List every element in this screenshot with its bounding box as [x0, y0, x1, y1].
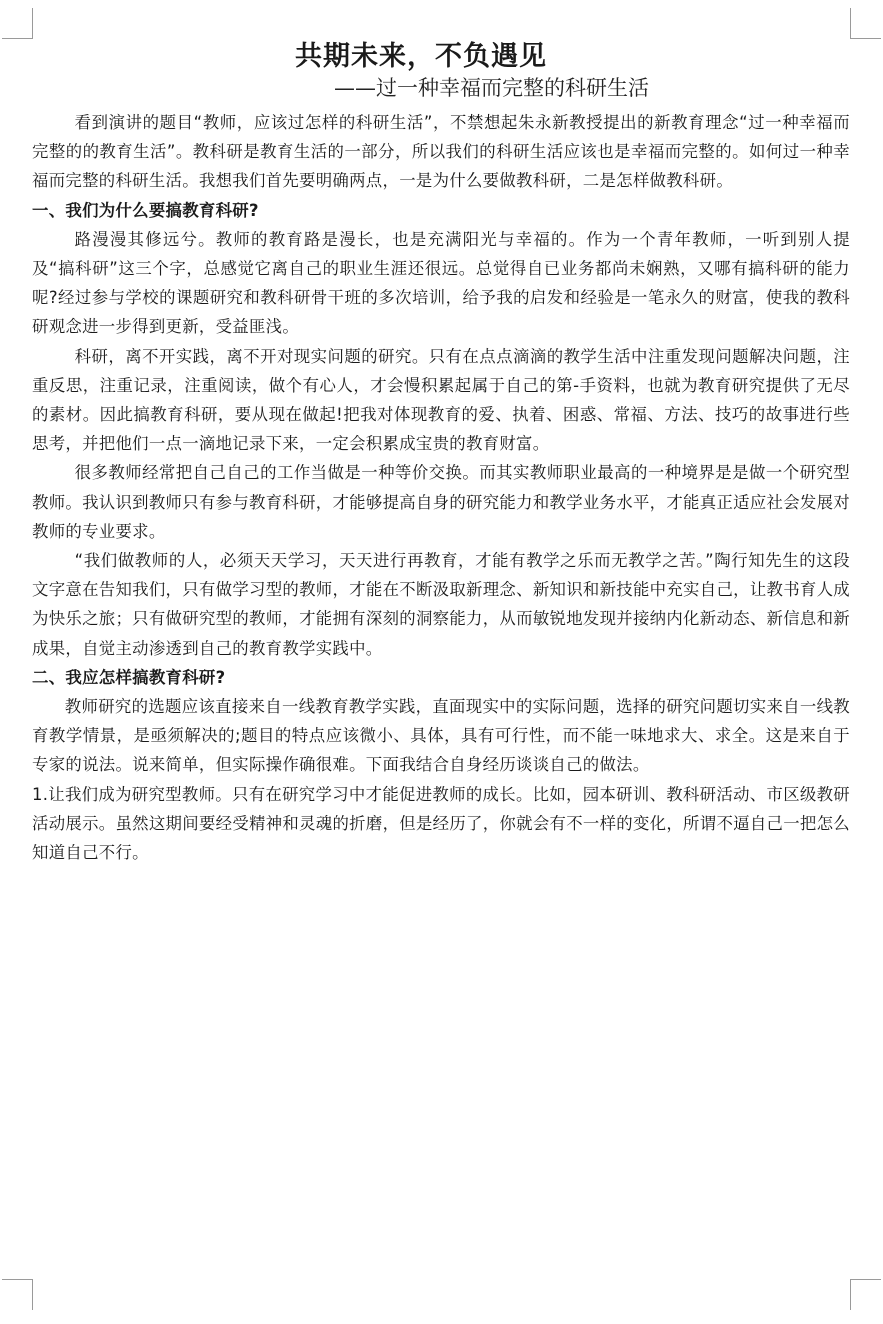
paragraph-2: 科研，离不开实践，离不开对现实问题的研究。只有在点点滴滴的教学生活中注重发现问题解决问题，注重反思，注重记录，注重阅读，做个有心人，才会慢积累起属于自己的第-手资料，也就为教育研究提供了无尽的素材。因此搞教育科研，要从现在做起!把我对体现教育的爱、执着、困惑、常福、方法、技巧的故事进行些思考，并把他们一点一滴地记录下来，一定会积累成宝贵的教育财富。 — [32, 346, 850, 454]
document-title: 共期未来，不负遇见 — [295, 41, 547, 72]
paragraph-3: 很多教师经常把自己自己的工作当做是一种等价交换。而其实教师职业最高的一种境界是是做一个研究型教师。我认识到教师只有参与教育科研，才能够提高自身的研究能力和教学业务水平，才能真正适应社会发展对教师的专业要求。 — [32, 463, 850, 541]
document-subtitle: ——过一种幸福而完整的科研生活 — [334, 76, 649, 100]
paragraph-6: 1.让我们成为研究型教师。只有在研究学习中才能促进教师的成长。比如，园本研训、教科研活动、市区级教研活动展示。虽然这期间要经受精神和灵魂的折磨，但是经历了，你就会有不一样的变化，所谓不逼自己一把怎么知道自己不行。 — [32, 784, 850, 863]
crop-mark-bottom-left — [2, 1279, 33, 1310]
paragraph-5: 教师研究的选题应该直接来自一线教育教学实践，直面现实中的实际问题，选择的研究问题切实来自一线教育教学情景，是亟须解决的;题目的特点应该微小、具体，具有可行性，而不能一味地求大、求全。这是来自于专家的说法。说来简单，但实际操作确很难。下面我结合自身经历谈谈自己的做法。 — [32, 697, 850, 775]
section-heading-1: 一、我们为什么要搞教育科研? — [32, 200, 259, 220]
paragraph-4: “我们做教师的人，必须天天学习，天天进行再教育，才能有教学之乐而无教学之苦。”陶行知先生的这段文字意在告知我们，只有做学习型的教师，才能在不断汲取新理念、新知识和新技能中充实自己，让教书育人成为快乐之旅；只有做研究型的教师，才能拥有深刻的洞察能力，从而敏锐地发现并接纳内化新动态、新信息和新成果，自觉主动渗透到自己的教育教学实践中。 — [32, 551, 850, 658]
paragraph-intro: 看到演讲的题目“教师，应该过怎样的科研生活”，不禁想起朱永新教授提出的新教育理念“过一种幸福而完整的的教育生活”。教科研是教育生活的一部分，所以我们的科研生活应该也是幸福而完整的。如何过一种幸福而完整的科研生活。我想我们首先要明确两点，一是为什么要做教科研，二是怎样做教科研。 — [32, 113, 850, 191]
crop-mark-top-left — [2, 8, 33, 39]
section-heading-2: 二、我应怎样搞教育科研? — [32, 667, 226, 687]
crop-mark-top-right — [850, 8, 881, 39]
crop-mark-bottom-right — [850, 1279, 881, 1310]
paragraph-1: 路漫漫其修远兮。教师的教育路是漫长，也是充满阳光与幸福的。作为一个青年教师，一听到别人提及“搞科研”这三个字，总感觉它离自己的职业生涯还很远。总觉得自已业务都尚未娴熟，又哪有搞科研的能力呢?经过参与学校的课题研究和教科研骨干班的多次培训，给予我的启发和经验是一笔永久的财富，使我的教科研观念进一步得到更新，受益匪浅。 — [32, 229, 850, 337]
document-page — [32, 40, 850, 867]
